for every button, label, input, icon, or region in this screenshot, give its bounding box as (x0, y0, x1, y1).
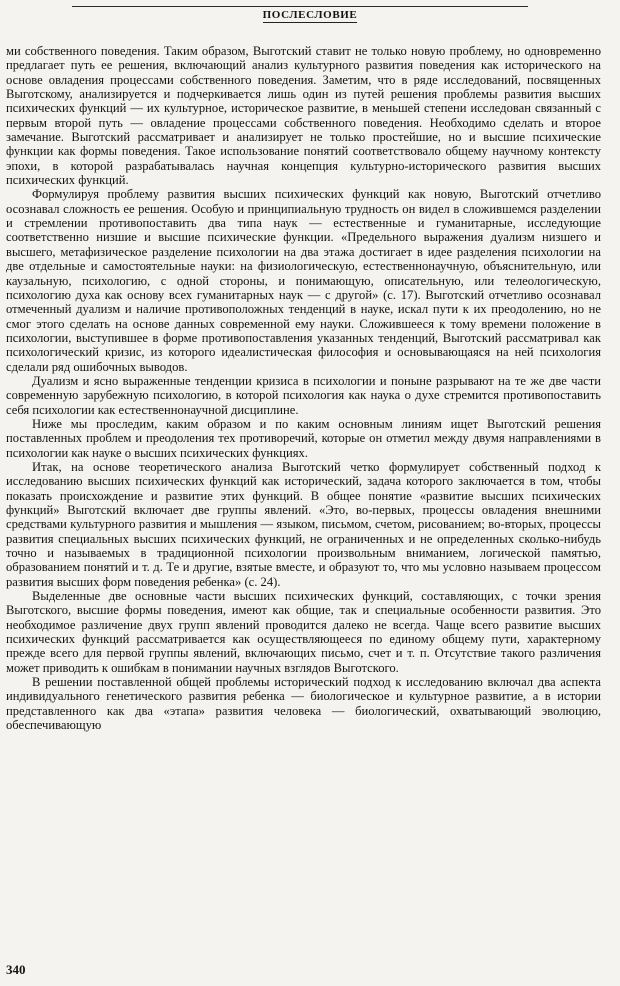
header-rule (72, 6, 528, 7)
running-head-text: ПОСЛЕСЛОВИЕ (262, 9, 358, 21)
paragraph-2: Формулируя проблему развития высших психических функций как новую, Выготский отчетливо осознавал сложность ее решения. Особую и принципиальную трудность он видел в сложившемся разделении и стремлении противопоставить два типа наук — естественные и гуманитарные, исследующие соответственно низшие и высшие психические функции. «Предельного выражения дуализм низшего и высшего, метафизическое разделение психологии на два этажа достигает в идее разделения психологии на две отдельные и самостоятельные науки: на физиологическую, естественнонаучную, объяснительную, или каузальную, психологию, с одной стороны, и понимающую, описательную, или телеологическую, психологию духа как основу всех гуманитарных наук — с другой» (с. 17). Выготский отчетливо осознавал отмеченный дуализм и наличие противоположных тенденций в науке, искал пути к их преодолению, но не смог этого сделать на основе данных современной ему науки. Сложившееся к тому времени положение в психологии, выступившее в форме противопоставления указанных тенденций, Выготский рассматривал как психологический кризис, из которого идеалистическая философия и основывающаяся на ней психология сделали ряд ошибочных выводов. (6, 187, 601, 374)
paragraph-1: ми собственного поведения. Таким образом, Выготский ставит не только новую проблему, но одновременно предлагает путь ее решения, включающий анализ культурного развития поведения как исторического на основе овладения процессами собственного поведения. Заметим, что в ряде исследований, посвященных Выготскому, анализируется и подчеркивается лишь один из путей решения проблемы развития высших психических функций — их культурное, историческое развитие, в меньшей степени исследован связанный с первым второй путь — овладение процессами собственного поведения. Необходимо сделать и второе замечание. Выготский рассматривает и анализирует не только простейшие, но и высшие психические функции как формы поведения. Такое использование понятий соответствовало общему научному контексту эпохи, в которой разрабатывалась научная концепция культурно-исторического развития высших психических функций. (6, 44, 601, 188)
paragraph-6: Выделенные две основные части высших психических функций, составляющих, с точки зрения Выготского, высшие формы поведения, имеют как общие, так и специальные особенности развития. Это необходимое различение двух групп явлений проводится далеко не всегда. Чаще всего развитие высших психических функций рассматривается как осуществляющееся по единому общему пути, характерному прежде всего для первой группы явлений, включающих письмо, счет и т. п. Отсутствие такого различения может приводить к ошибкам в понимании научных взглядов Выготского. (6, 589, 601, 675)
paragraph-5: Итак, на основе теоретического анализа Выготский четко формулирует собственный подход к исследованию высших психических функций как исторический, задача которого заключается в том, чтобы показать происхождение и развитие этих функций. В общее понятие «развитие высших психических функций» Выготский включает две группы явлений. «Это, во-первых, процессы овладения внешними средствами культурного развития и мышления — языком, письмом, счетом, рисованием; во-вторых, процессы развития специальных высших психических функций, не ограниченных и не определенных сколько-нибудь точно и называемых в традиционной психологии произвольным вниманием, логической памятью, образованием понятий и т. д. Те и другие, взятые вместе, и образуют то, что мы условно называем процессом развития высших форм поведения ребенка» (с. 24). (6, 459, 601, 589)
paragraph-7: В решении поставленной общей проблемы исторический подход к исследованию включал два аспекта индивидуального генетического развития ребенка — биологическое и культурное развитие, а в истории представленного как два «этапа» развития человека — биологический, охватывающий эволюцию, обеспечивающую (6, 675, 601, 733)
running-head (0, 9, 620, 21)
page-number: 340 (6, 962, 26, 977)
body-text (6, 44, 601, 733)
paragraph-3: Дуализм и ясно выраженные тенденции кризиса в психологии и поныне разрывают на те же две части современную зарубежную психологию, в которой психология как наука о духе стремится противопоставить себя психологии как естественнонаучной дисциплине. (6, 373, 601, 417)
paragraph-4: Ниже мы проследим, каким образом и по каким основным линиям ищет Выготский решения поставленных проблем и преодоления тех противоречий, которые он отметил между двумя направлениями в психологии как науке о высших психических функциях. (6, 416, 601, 460)
